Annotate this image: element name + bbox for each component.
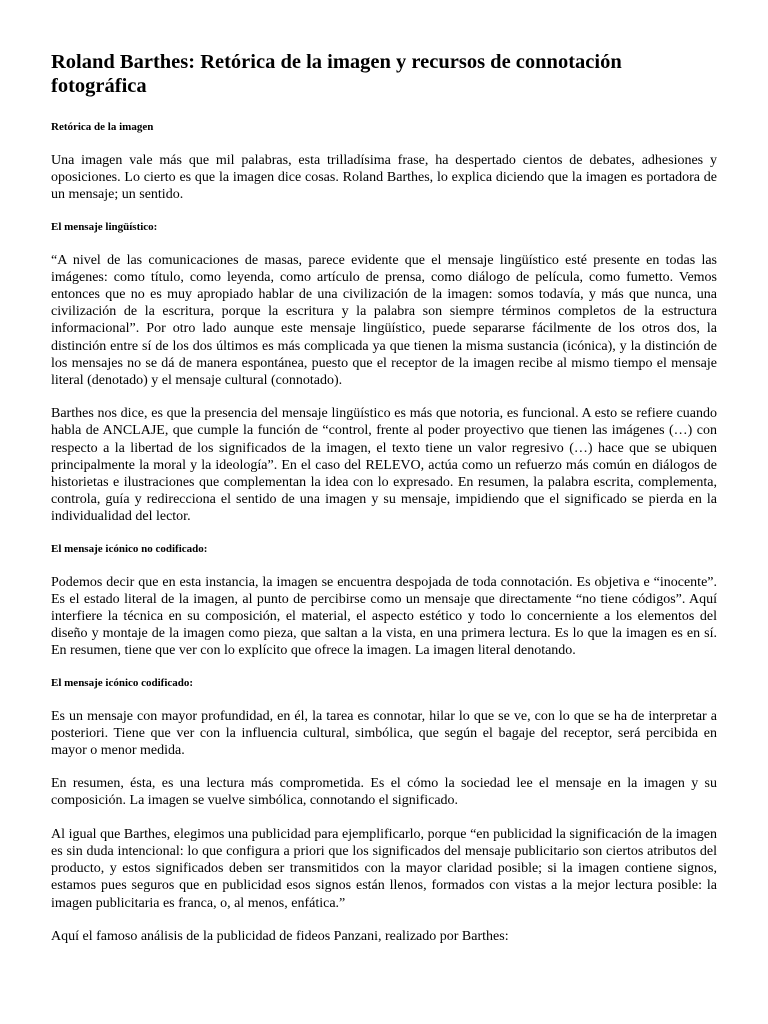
paragraph: Una imagen vale más que mil palabras, esta trilladísima frase, ha despertado cientos de debates, adhesiones y oposiciones. Lo cierto es que la imagen dice cosas. Roland Barthes, lo explica diciendo que la imagen es portadora de un mensaje; un sentido.	[51, 153, 717, 203]
section-heading: El mensaje icónico codificado:	[51, 676, 194, 689]
section-mensaje-linguistico	[51, 220, 717, 526]
paragraph: Al igual que Barthes, elegimos una publicidad para ejemplificarlo, porque “en publicidad la significación de la imagen es sin duda intencional: lo que configura a priori que los significados del mensaje publicitario son ciertos atributos del producto, y estos significados deben ser transmitidos con la mayor claridad posible; si la imagen contiene signos, estamos pues seguros que en publicidad esos signos están llenos, formados con vistas a la mejor lectura posible: la imagen publicitaria es franca, o, al menos, enfática.”	[51, 826, 717, 911]
section-heading: El mensaje icónico no codificado:	[51, 542, 208, 555]
document-title: Roland Barthes: Retórica de la imagen y recursos de connotación fotográfica	[51, 51, 622, 97]
paragraph: “A nivel de las comunicaciones de masas, parece evidente que el mensaje lingüístico esté presente en todas las imágenes: como título, como leyenda, como artículo de prensa, como diálogo de película, como fumetto. Vemos entonces que no es muy apropiado hablar de una civilización de la imagen: somos todavía, y más que nunca, una civilización de la escritura, porque la escritura y la palabra son siempre términos completos de la estructura informacional”. Por otro lado aunque este mensaje lingüístico, puede separarse fácilmente de los otros dos, la distinción entre sí de los dos últimos es más complicada ya que tienen la misma sustancia (icónica), y la distinción de los mensajes no se dá de manera espontánea, puesto que el receptor de la imagen recibe al mismo tiempo el mensaje literal (denotado) y el mensaje cultural (connotado).	[51, 252, 717, 389]
section-heading: Retórica de la imagen	[51, 121, 154, 133]
paragraph: Barthes nos dice, es que la presencia del mensaje lingüístico es más que notoria, es funcional. A esto se refiere cuando habla de ANCLAJE, que cumple la función de “control, frente al poder proyectivo que tienen las imágenes (…) con respecto a la libertad de los significados de la imagen, el texto tiene un valor regresivo (…) hace que se ubiquen principalmente la moral y la ideología”. En el caso del RELEVO, actúa como un refuerzo más común en diálogos de historietas e ilustraciones que complementan la idea con lo expresado. En resumen, la palabra escrita, complementa, controla, guía y redirecciona el sentido de una imagen y su mensaje, impidiendo que el significado se pierda en la individualidad del lector.	[51, 406, 717, 525]
paragraph: Aquí el famoso análisis de la publicidad de fideos Panzani, realizado por Barthes:	[51, 928, 509, 944]
document-page	[51, 50, 717, 961]
paragraph: En resumen, ésta, es una lectura más comprometida. Es el cómo la sociedad lee el mensaje en la imagen y su composición. La imagen se vuelve simbólica, connotando el significado.	[51, 776, 717, 809]
section-retorica	[51, 120, 717, 204]
section-mensaje-iconico-no-codificado	[51, 542, 717, 660]
section-heading: El mensaje lingüístico:	[51, 220, 158, 233]
paragraph: Podemos decir que en esta instancia, la imagen se encuentra despojada de toda connotación. Es objetiva e “inocente”. Es el estado literal de la imagen, al punto de percibirse como un mensaje que directamente “no tiene códigos”. Aquí interfiere la técnica en su composición, el material, el aspecto estético y todo lo concerniente a los elementos del diseño y montaje de la imagen como pieza, que saltan a la vista, en una primera lectura. Es lo que la imagen es en sí. En resumen, tiene que ver con lo explícito que ofrece la imagen. La imagen literal denotando.	[51, 574, 717, 659]
paragraph: Es un mensaje con mayor profundidad, en él, la tarea es connotar, hilar lo que se ve, con lo que se ha de interpretar a posteriori. Tiene que ver con la influencia cultural, simbólica, que según el bagaje del receptor, será percibida en mayor o menor medida.	[51, 708, 717, 759]
section-mensaje-iconico-codificado	[51, 676, 717, 945]
